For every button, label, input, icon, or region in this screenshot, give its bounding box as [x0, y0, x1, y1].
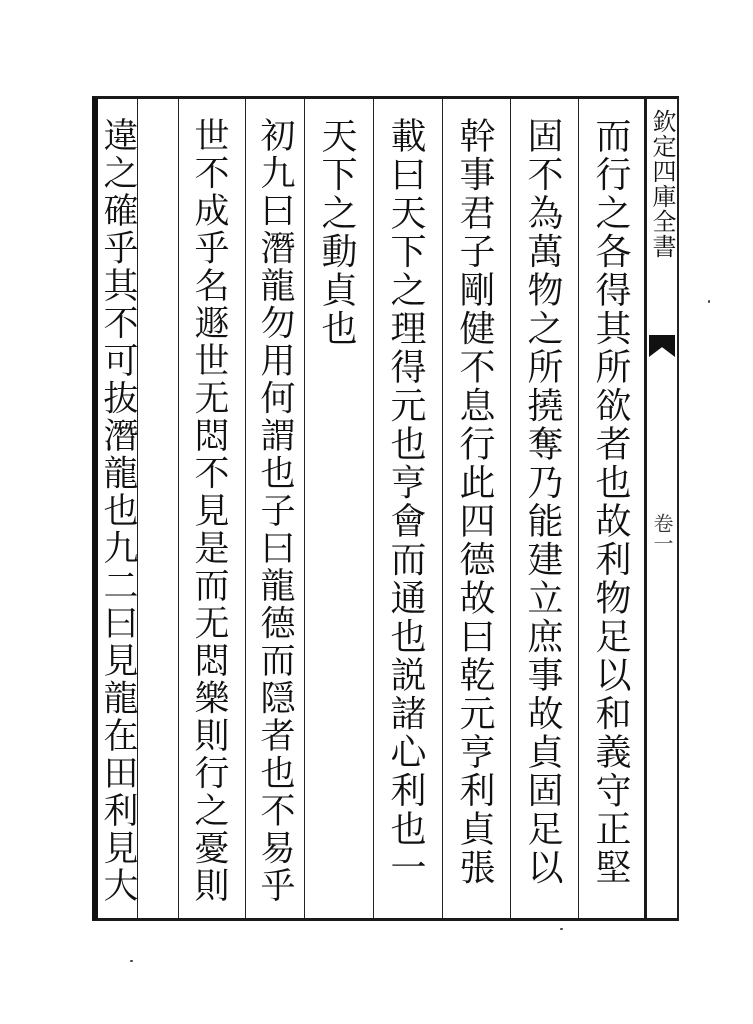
text-column-7: 世不成乎名遯世无悶不見是而无悶樂則行之憂則 — [189, 117, 229, 905]
text-column-6: 初九曰潛龍勿用何謂也子曰龍德而隠者也不易乎 — [255, 117, 295, 905]
volume-label: 卷一 — [650, 513, 674, 553]
scan-speck — [130, 960, 133, 962]
text-column-1: 而行之各得其所欲者也故利物足以和義守正堅 — [590, 117, 631, 887]
column-rule — [245, 99, 246, 918]
text-column-2: 固不為萬物之所撓奪乃能建立庶事故貞固足以 — [522, 117, 563, 887]
column-rule — [304, 99, 305, 918]
fore-edge-banner — [647, 96, 679, 921]
scan-speck — [560, 928, 563, 930]
text-column-3: 幹事君子剛健不息行此四德故曰乾元亨利貞張 — [454, 117, 495, 887]
text-column-8: 違之確乎其不可抜潛龍也九二曰見龍在田利見大 — [98, 117, 138, 905]
column-rule — [373, 99, 374, 918]
column-rule — [578, 99, 579, 918]
text-column-5: 天下之動貞也 — [316, 117, 357, 348]
book-title: 欽定四庫全書 — [648, 109, 676, 259]
text-column-4: 載曰天下之理得元也亨會而通也説諸心利也一 — [385, 117, 426, 887]
fishtail-mark-icon — [649, 335, 675, 357]
column-rule — [442, 99, 443, 918]
column-rule — [510, 99, 511, 918]
column-rule — [178, 99, 179, 918]
scan-speck — [708, 300, 710, 303]
text-frame — [92, 96, 647, 921]
